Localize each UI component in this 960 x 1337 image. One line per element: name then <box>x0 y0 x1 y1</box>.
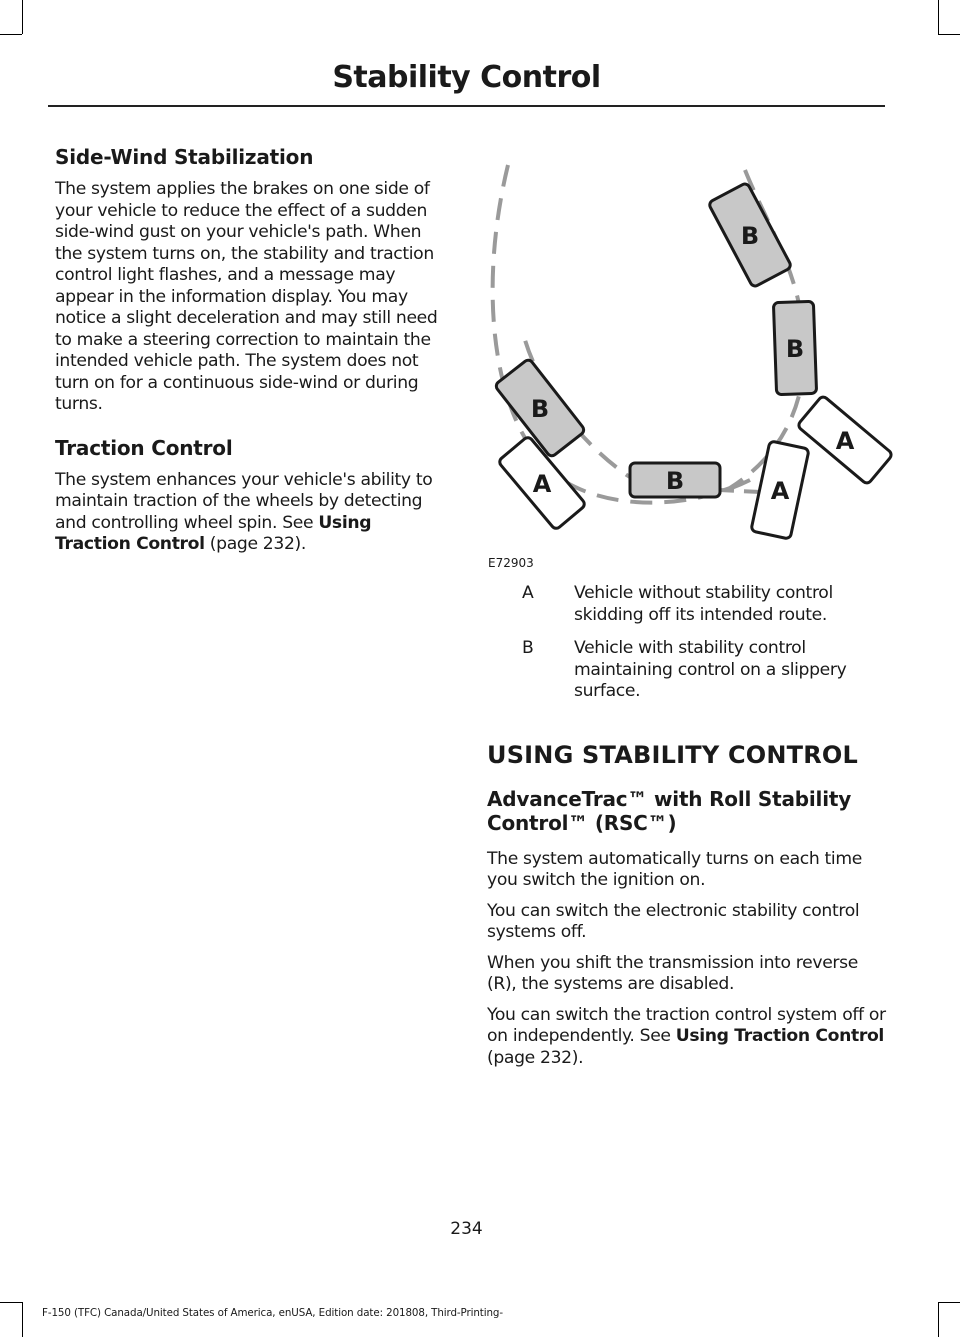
stability-diagram <box>480 150 900 580</box>
subsection-heading: AdvanceTrac™ with Roll Stability Control™ (RSC™) <box>487 786 852 835</box>
crop-mark <box>938 1302 960 1303</box>
right-column <box>487 583 887 1069</box>
vehicle-b-bottom <box>630 463 720 497</box>
legend-key: B <box>522 638 534 658</box>
vehicle-b-top <box>708 182 792 287</box>
page-title: Stability Control <box>332 60 601 95</box>
legend-text: Vehicle with stability control maintaining control on a slippery surface. <box>574 638 847 701</box>
header-divider <box>48 105 885 107</box>
crop-mark <box>938 34 960 35</box>
legend-key: A <box>522 583 534 603</box>
vehicle-a-left <box>498 436 586 531</box>
vehicle-a-far-right <box>797 395 893 485</box>
label-a: A <box>770 477 790 505</box>
paragraph-reverse: When you shift the transmission into reverse (R), the systems are disabled. <box>487 952 858 994</box>
skid-path <box>720 490 760 492</box>
crop-mark <box>938 1302 939 1337</box>
label-a: A <box>835 427 855 455</box>
left-column <box>55 145 450 556</box>
using-traction-control-link[interactable]: Using Traction Control <box>55 512 372 554</box>
legend-text: Vehicle without stability control skidding off its intended route. <box>574 583 833 625</box>
vehicle-b-right <box>773 301 816 394</box>
crop-mark <box>0 34 22 35</box>
paragraph-switch-off: You can switch the electronic stability control systems off. <box>487 900 860 942</box>
legend-row <box>487 583 887 626</box>
vehicle-a-bottom-right <box>751 441 809 539</box>
crop-mark <box>22 1302 23 1337</box>
label-b: B <box>665 467 685 495</box>
page-number: 234 <box>450 1219 483 1239</box>
label-b: B <box>530 395 550 423</box>
crop-mark <box>938 0 939 34</box>
side-wind-paragraph: The system applies the brakes on one side of your vehicle to reduce the effect of a sudden side-wind gust on your vehicle's path. When the system turns on, the stability and traction control light flashes, and a message may appear in the information display. You may notice a slight deceleration and may still need to make a steering correction to maintain the intended vehicle path. The system does not turn on for a continuous side-wind or during turns. <box>55 179 438 414</box>
traction-paragraph: The system enhances your vehicle's ability to maintain traction of the wheels by detecting and controlling wheel spin. See Using Traction Control (page 232). <box>55 469 433 554</box>
label-b: B <box>740 222 760 250</box>
traction-heading: Traction Control <box>55 435 233 460</box>
crop-mark <box>22 0 23 34</box>
paragraph-traction-independent: You can switch the traction control system off or on independently. See Using Traction Control (page 232). <box>487 1004 886 1068</box>
side-wind-heading: Side-Wind Stabilization <box>55 145 314 169</box>
paragraph-auto-on: The system automatically turns on each time you switch the ignition on. <box>487 848 862 890</box>
legend-row <box>487 638 887 703</box>
section-heading: USING STABILITY CONTROL <box>487 740 859 769</box>
figure-code: E72903 <box>488 556 534 570</box>
footer-text: F-150 (TFC) Canada/United States of America, enUSA, Edition date: 201808, Third-Printing- <box>42 1307 503 1319</box>
crop-mark <box>0 1302 22 1303</box>
label-b: B <box>785 335 805 363</box>
label-a: A <box>532 470 552 498</box>
using-traction-control-link[interactable]: Using Traction Control <box>675 1026 884 1046</box>
vehicle-b-left <box>494 358 585 458</box>
